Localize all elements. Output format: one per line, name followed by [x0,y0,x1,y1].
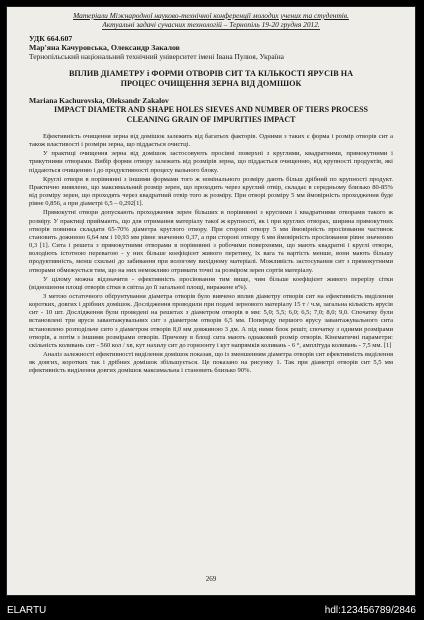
title-ua-line-1: ВПЛИВ ДІАМЕТРУ і ФОРМИ ОТВОРІВ СИТ ТА КІЛЬКОСТІ ЯРУСІВ НА [68,69,354,78]
header-line-2: Актуальні задачі сучасних технологій – Тернопіль 19-20 грудня 2012. [102,20,320,29]
paragraph: Прямокутні отвори допускають проходження зерен більших в порівнянні з круглими і квадратними отворами такого ж розміру. У практиці приймають, що для отримання матеріалу такої ж крупності, як і при круглих отворах, ширина прямокутних отворів повинна складати 65-70% діаметра круглого отвору. При стороні отвору 5 мм ймовірність просіювання частинок становить дожиною 6,64 мм і 10,93 мм рівне значенню 0,37, а при стороні отвору 6 мм ймовірність просіювання рівне значенню 0,3 [1]. Сита і решета з прямокутними отворами в порівнянні з робочими поверхнями, що мають квадратні і круглі отвори, володіють істотною перевагою - у них більше коефіцієнт живого перетину, їх вага та вартість менше, вони мають більшу продуктивність, менш схильні до забивання при вологому вихідному матеріалі. Можливість застосування сит з прямокутними отворами обмежується тим, що на них неможливо отримати точні за розміром зерен сортів матеріалу. [29,209,393,274]
article-body [29,133,393,376]
affiliation: Тернопільський національний технічний університет імені Івана Пулюя, Україна [29,52,284,61]
paragraph: У цілому можна відзначити - ефективність просіювання тим вище, чим більше коефіцієнт живого перерізу сітки (відношення площі отворів сітки в світла до її загальної площі, виражене в%). [29,275,393,291]
title-ua [29,69,393,89]
paper-page [6,6,416,596]
paragraph: Круглі отвори в порівнянні з іншими формами того ж номінального розміру дають більш дрібний по крупності продукт. Практично виявлено, що максимальний розмір зерен, що проходить через круглий отвір, складає в середньому близько 80-85% від розміру зерен, що проходять через квадратний отвір того ж розміру. При отворі розміру 5 мм ймовірність проходження буде рівне 0,856, а при діаметрі 6,5 – 0,292[1]. [29,175,393,208]
title-ua-line-2: ПРОЦЕС ОЧИЩЕННЯ ЗЕРНА ВІД ДОМІШОК [120,79,302,88]
title-en-line-1: IMPACT DIAMETR AND SHAPE HOLES SIEVES AND NUMBER OF TIERS PROCESS [54,105,368,114]
udk-code: УДК 664.607 [29,34,73,43]
running-header [29,11,393,30]
paragraph: У практиці очищення зерна від домішок застосовують просівні поверхні з круглими, квадратними, прямокутними і трикутними отворами. Вибір форми отвору залежить від розмірів зерна, що піддається очищенню, від крупності продуктів, які піддаються очищенню і до продуктивності процесу вального блоку. [29,150,393,174]
title-en [29,105,393,124]
paragraph: Аналіз залежності ефективності виділення домішок показав, що із зменшенням діаметра отворів сит ефективність виділення як довгих, коротких так і дрібних домішок збільшується. Це показано на рисунку 1. Так при діаметрі отворів сит 5,5 мм ефективність виділення довгих домішок максимальна і становить близько 90%. [29,351,393,375]
page-number: 269 [205,575,217,583]
repository-name: ELARTU [7,605,47,616]
paragraph: Ефективність очищення зерна від домішок залежить від багатьох факторів. Одними з таких є форма і розмір отворів сит а також властивості і розміри зерна, що піддається очистці. [29,133,393,149]
handle-id: hdl:123456789/2846 [324,605,416,616]
authors-ua: Мар'яна Качуровська, Олександр Закалов [29,43,180,52]
header-line-1: Матеріали Міжнародної науково-технічної конференції молодих учених та студентів. [73,11,349,20]
title-en-line-2: CLEANING GRAIN OF IMPURITIES IMPACT [126,114,296,124]
viewer-footer-bar [0,602,424,620]
paragraph: З метою остаточного обґрунтування діаметра отворів було вивчено вплив діаметру отворів сит на ефективність виділення коротких, довгих і дрібних домішок. Дослідження проводили при подачі зернового матеріалу 15 т / ч.м, загальна кількість ярусів сит - 10 шт. Дослідження були проведені на решетах з діаметром отворів в мм: 5,0; 5,5; 6,0; 6,5; 7,0; 8,0; 9,0. Спочатку були встановлені три яруси завантажувальних сит з діаметром отворів 6,5 мм. Попереду першого ярусу завантажувального сита встановлено розподільче сито з діаметром отворів 8,0 мм довжиною 3 дм. А під ними блок решіт, спочатку з одними розмірами отворів, а потім з іншими розмірами отворів. Причому в блоці сита мають однаковий розмір отворів. Кінематичні параметри: скільність коливань сит - 560 кол / хв, кут нахилу сит до горизонту і кут напрямків коливань - 6 °, амплітуда коливань - 7,5 мм. [1] [29,292,393,349]
authors-en: Mariana Kachurovska, Oleksandr Zakalov [29,96,169,105]
